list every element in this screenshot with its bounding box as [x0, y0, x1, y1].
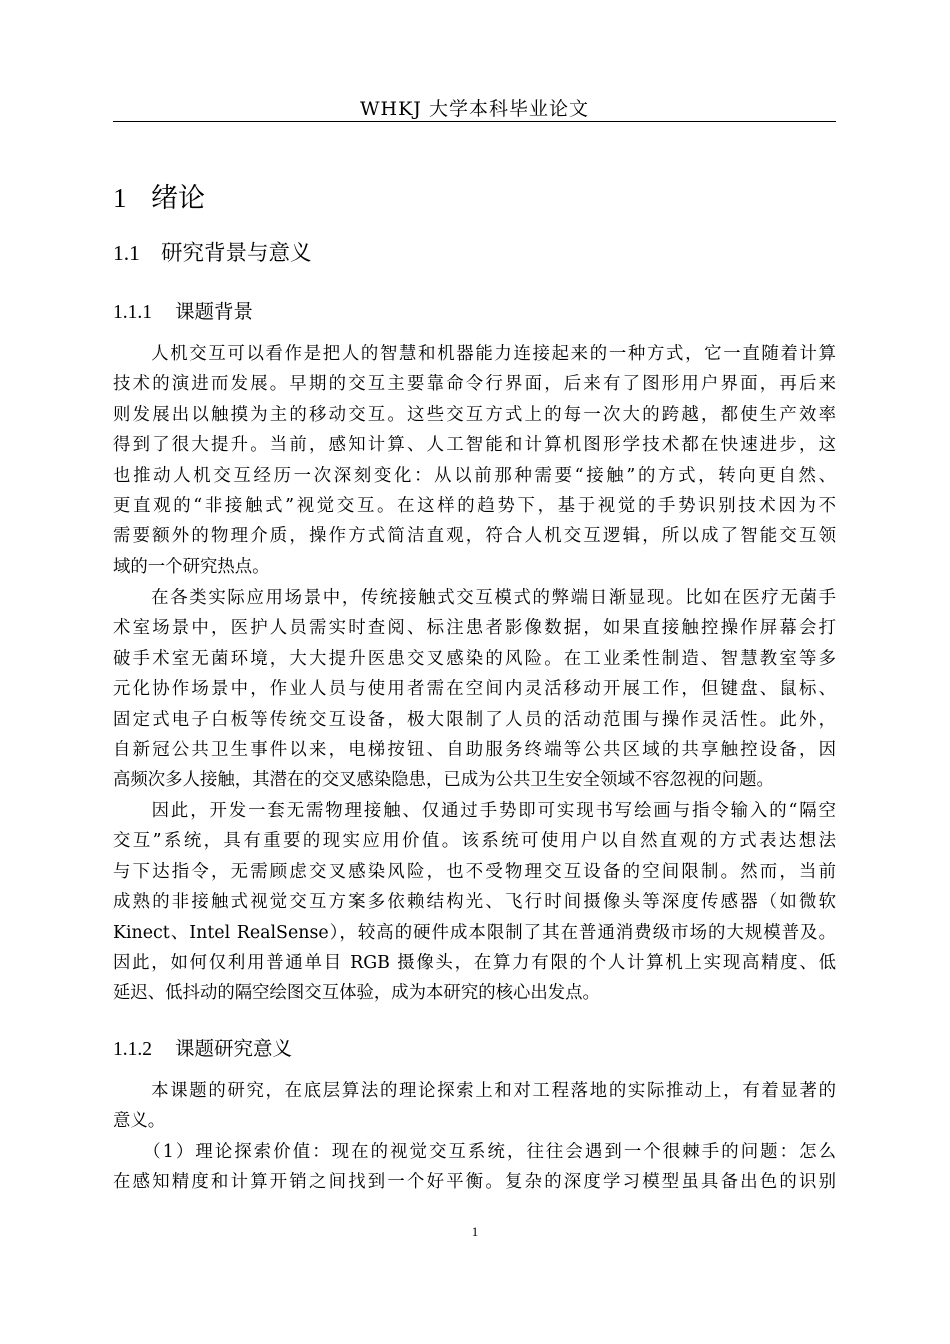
text-line: Kinect、Intel RealSense），较高的硬件成本限制了其在普通消费级市场的大规模普及。 — [113, 922, 836, 943]
subsection-heading-background — [113, 296, 253, 324]
subsection-number: 1.1.2 — [113, 1039, 152, 1060]
text-line: 因此，开发一套无需物理接触、仅通过手势即可实现书写绘画与指令输入的“隔空 — [113, 801, 836, 821]
subsection-number: 1.1.1 — [113, 302, 152, 323]
text-line: 技术的演进而发展。早期的交互主要靠命令行界面，后来有了图形用户界面，再后来 — [113, 374, 836, 395]
section-heading — [113, 236, 312, 267]
text-line: 本课题的研究，在底层算法的理论探索上和对工程落地的实际推动上，有着显著的 — [113, 1081, 836, 1101]
header-rule — [113, 121, 836, 122]
text-line: 域的一个研究热点。 — [113, 556, 270, 577]
text-line: 需要额外的物理介质，操作方式简洁直观，符合人机交互逻辑，所以成了智能交互领 — [113, 526, 836, 547]
subsection-heading-significance — [113, 1033, 292, 1061]
text-line: 破手术室无菌环境，大大提升医患交叉感染的风险。在工业柔性制造、智慧教室等多 — [113, 648, 836, 669]
subsection-title: 课题背景 — [175, 300, 254, 323]
paragraph-4 — [113, 1076, 836, 1137]
page-number: 1 — [471, 1224, 479, 1239]
paragraph-3 — [113, 796, 836, 1009]
chapter-title: 绪论 — [151, 183, 205, 214]
text-line: 交互”系统，具有重要的现实应用价值。该系统可使用户以自然直观的方式表达想法 — [113, 831, 836, 852]
text-line: 得到了很大提升。当前，感知计算、人工智能和计算机图形学技术都在快速进步，这 — [113, 435, 836, 456]
text-line: 高频次多人接触，其潜在的交叉感染隐患，已成为公共卫生安全领域不容忽视的问题。 — [113, 770, 774, 791]
text-line: 在感知精度和计算开销之间找到一个好平衡。复杂的深度学习模型虽具备出色的识别 — [113, 1172, 836, 1193]
paragraph-2 — [113, 583, 836, 796]
text-line: 成熟的非接触式视觉交互方案多依赖结构光、飞行时间摄像头等深度传感器（如微软 — [113, 892, 836, 913]
paragraph-1 — [113, 339, 836, 582]
text-line: 固定式电子白板等传统交互设备，极大限制了人员的活动范围与操作灵活性。此外， — [113, 709, 836, 730]
text-line: （1）理论探索价值：现在的视觉交互系统，往往会遇到一个很棘手的问题：怎么 — [113, 1142, 836, 1162]
text-line: 与下达指令，无需顾虑交叉感染风险，也不受物理交互设备的空间限制。然而，当前 — [113, 861, 836, 882]
running-header: WHKJ 大学本科毕业论文 — [360, 98, 589, 120]
text-line: 术室场景中，医护人员需实时查阅、标注患者影像数据，如果直接触控操作屏幕会打 — [113, 618, 836, 639]
paragraph-5 — [113, 1137, 836, 1198]
text-line: 人机交互可以看作是把人的智慧和机器能力连接起来的一种方式，它一直随着计算 — [113, 344, 836, 364]
section-number: 1.1 — [113, 241, 140, 265]
subsection-title: 课题研究意义 — [175, 1037, 293, 1060]
text-line: 自新冠公共卫生事件以来，电梯按钮、自助服务终端等公共区域的共享触控设备，因 — [113, 739, 836, 760]
section-title: 研究背景与意义 — [161, 241, 312, 266]
text-line: 元化协作场景中，作业人员与使用者需在空间内灵活移动开展工作，但键盘、鼠标、 — [113, 679, 836, 700]
text-line: 则发展出以触摸为主的移动交互。这些交互方式上的每一次大的跨越，都使生产效率 — [113, 404, 836, 425]
text-line: 更直观的“非接触式”视觉交互。在这样的趋势下，基于视觉的手势识别技术因为不 — [113, 495, 836, 516]
text-line: 在各类实际应用场景中，传统接触式交互模式的弊端日渐显现。比如在医疗无菌手 — [113, 588, 836, 608]
chapter-number: 1 — [113, 183, 127, 213]
text-line: 也推动人机交互经历一次深刻变化：从以前那种需要“接触”的方式，转向更自然、 — [113, 465, 836, 486]
text-line: 意义。 — [113, 1111, 166, 1132]
text-line: 因此，如何仅利用普通单目 RGB 摄像头，在算力有限的个人计算机上实现高精度、低 — [113, 952, 836, 973]
chapter-heading — [113, 176, 205, 215]
text-line: 延迟、低抖动的隔空绘图交互体验，成为本研究的核心出发点。 — [113, 983, 600, 1004]
